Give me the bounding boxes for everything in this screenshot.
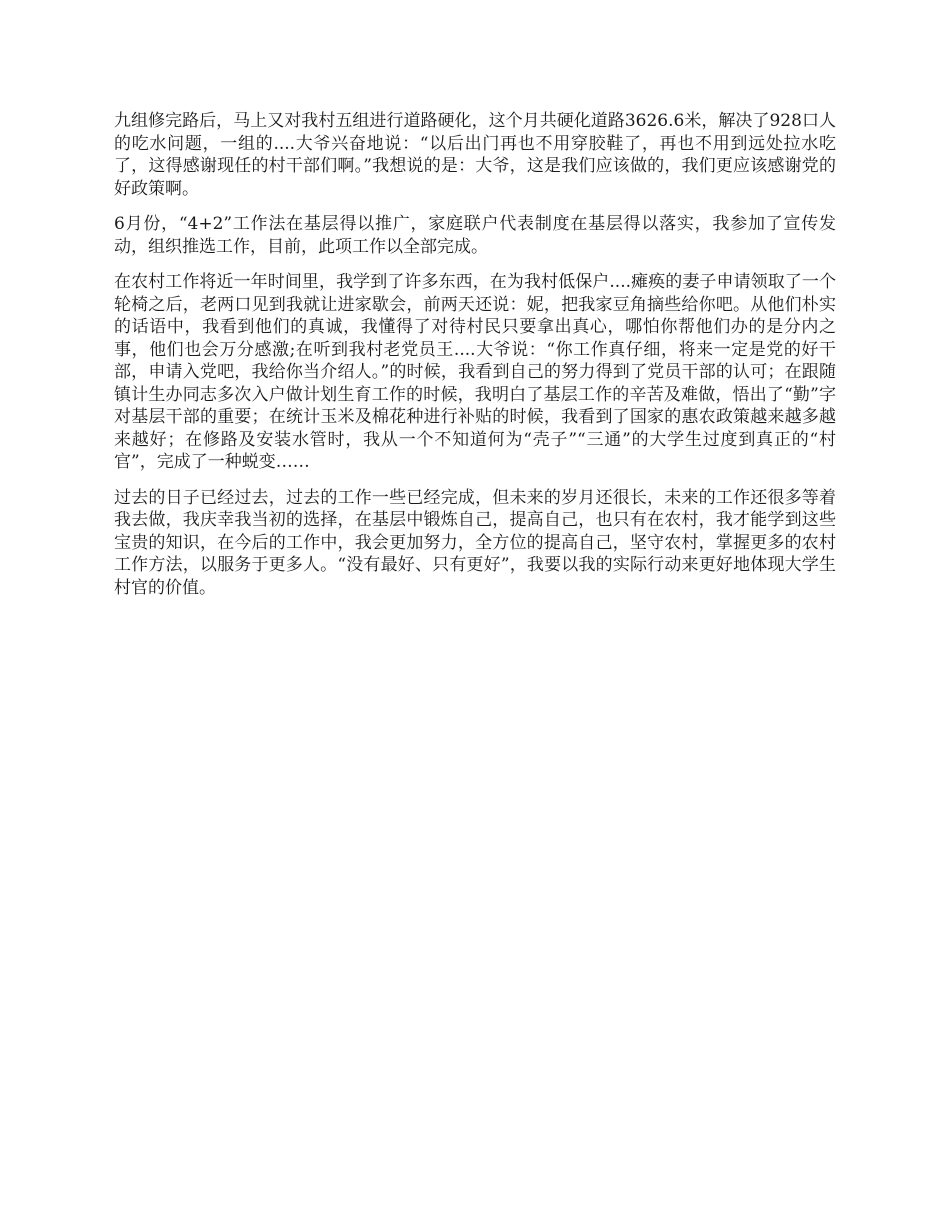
document-body (114, 110, 836, 612)
paragraph-future-outlook: 过去的日子已经过去，过去的工作一些已经完成，但未来的岁月还很长，未来的工作还很多等着我去做，我庆幸我当初的选择，在基层中锻炼自己，提高自己，也只有在农村，我才能学到这些宝贵的知识，在今后的工作中，我会更加努力，全方位的提高自己，坚守农村，掌握更多的农村工作方法，以服务于更多人。“没有最好、只有更好”，我要以我的实际行动来更好地体现大学生村官的价值。 (114, 487, 836, 598)
paragraph-4-plus-2-method: 6月份，“4+2”工作法在基层得以推广，家庭联户代表制度在基层得以落实，我参加了宣传发动，组织推选工作，目前，此项工作以全部完成。 (114, 214, 836, 257)
paragraph-rural-work-lessons: 在农村工作将近一年时间里，我学到了许多东西，在为我村低保户....瘫痪的妻子申请领取了一个轮椅之后，老两口见到我就让进家歇会，前两天还说：妮，把我家豆角摘些给你吧。从他们朴实的话语中，我看到他们的真诚，我懂得了对待村民只要拿出真心，哪怕你帮他们办的是分内之事，他们也会万分感激;在听到我村老党员王....大爷说：“你工作真仔细，将来一定是党的好干部，申请入党吧，我给你当介绍人。”的时候，我看到自己的努力得到了党员干部的认可；在跟随镇计生办同志多次入户做计划生育工作的时候，我明白了基层工作的辛苦及难做，悟出了“勤”字对基层干部的重要；在统计玉米及棉花种进行补贴的时候，我看到了国家的惠农政策越来越多越来越好；在修路及安装水管时，我从一个不知道何为“壳子”“三通”的大学生过度到真正的“村官”，完成了一种蜕变…… (114, 272, 836, 472)
paragraph-road-hardening: 九组修完路后，马上又对我村五组进行道路硬化，这个月共硬化道路3626.6米，解决了928口人的吃水问题，一组的....大爷兴奋地说：“以后出门再也不用穿胶鞋了，再也不用到远处拉水吃了，这得感谢现任的村干部们啊。”我想说的是：大爷，这是我们应该做的，我们更应该感谢党的好政策啊。 (114, 111, 836, 199)
